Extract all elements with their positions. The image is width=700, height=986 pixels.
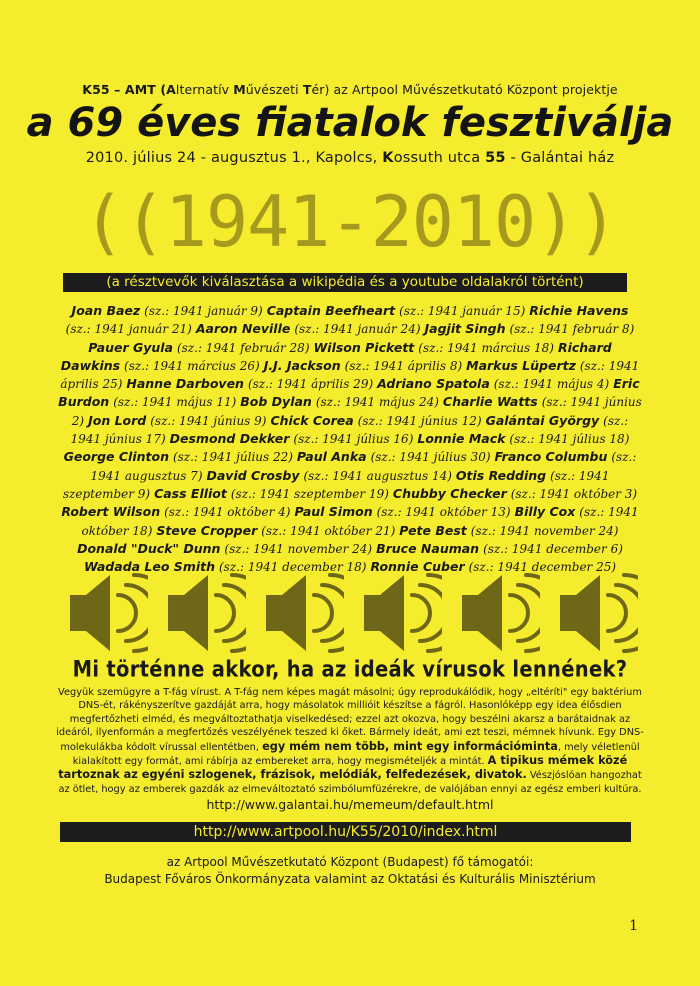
- participant-birthdate: (sz.: 1941 december 25): [468, 560, 617, 575]
- participant-name: Pauer Gyula: [88, 339, 173, 355]
- participant-birthdate: (sz.: 1941 január 24): [294, 322, 421, 337]
- participant-name: Bruce Nauman: [376, 540, 480, 556]
- participant-name: Robert Wilson: [61, 504, 161, 520]
- participant-birthdate: (sz.: 1941 február 28): [176, 340, 310, 355]
- participant-birthdate: (sz.: 1941 október 21): [261, 523, 396, 538]
- participant-birthdate: (sz.: 1941 január 15): [399, 304, 526, 318]
- participant-name: Hanne Darboven: [126, 376, 244, 392]
- participant-entry: [84, 559, 367, 574]
- participant-name: Richard Dawkins: [60, 339, 612, 373]
- participant-name: Wadada Leo Smith: [83, 559, 215, 575]
- participant-entry: [88, 413, 266, 428]
- project-header: K55 – AMT (Alternatív Művészeti Tér) az Artpool Művészetkutató Központ projektje: [82, 82, 618, 97]
- participant-entry: [170, 431, 414, 446]
- participant-birthdate: (sz.: 1941 március 18): [418, 340, 554, 355]
- participant-name: Chubby Checker: [392, 485, 507, 501]
- participant-entry: [77, 541, 372, 556]
- participant-birthdate: (sz.: 1941 május 4): [493, 377, 610, 392]
- participant-name: Steve Cropper: [156, 522, 258, 538]
- participant-birthdate: (sz.: 1941 június 2): [71, 395, 642, 428]
- selection-note-bar: (a résztvevők kiválasztása a wikipédia és a youtube oldalakról történt): [63, 273, 627, 292]
- participant-entry: [64, 449, 293, 464]
- participant-name: Otis Redding: [455, 467, 547, 483]
- participant-birthdate: (sz.: 1941 augusztus 14): [303, 468, 452, 483]
- participant-entry: [72, 303, 263, 318]
- participant-entry: [370, 559, 616, 574]
- participant-entry: [393, 486, 637, 501]
- participant-entry: [264, 358, 462, 373]
- participant-name: Billy Cox: [514, 504, 576, 520]
- date-location-line: 2010. július 24 - augusztus 1., Kapolcs, Kossuth utca 55 - Galántai ház: [85, 150, 615, 166]
- speaker-icon: [166, 573, 246, 653]
- participant-entry: [267, 303, 526, 318]
- years-banner: ((1941-2010)): [82, 181, 618, 263]
- festival-title: a 69 éves fiatalok fesztiválja: [26, 100, 674, 146]
- participant-birthdate: (sz.: 1941 június 9): [150, 413, 267, 428]
- participant-birthdate: (sz.: 1941 június 17): [70, 413, 629, 447]
- participant-name: Cass Elliot: [154, 485, 227, 501]
- participant-birthdate: (sz.: 1941 április 25): [60, 358, 640, 392]
- participant-birthdate: (sz.: 1941 december 6): [483, 541, 623, 556]
- participant-entry: [240, 394, 439, 409]
- participant-name: Joan Baez: [71, 303, 141, 318]
- participant-name: Markus Lüpertz: [466, 357, 576, 373]
- participant-birthdate: (sz.: 1941 szeptember 19): [230, 486, 389, 501]
- participant-birthdate: (sz.: 1941 június 12): [357, 413, 482, 428]
- participant-birthdate: (sz.: 1941 július 16): [293, 432, 414, 447]
- participant-entry: [206, 468, 451, 483]
- participant-name: J.J. Jackson: [263, 357, 341, 373]
- participant-name: Donald "Duck" Dunn: [77, 540, 221, 556]
- participant-birthdate: (sz.: 1941 október 13): [376, 505, 511, 520]
- participant-entry: [154, 486, 389, 501]
- participant-birthdate: (sz.: 1941 december 18): [218, 560, 367, 575]
- participant-birthdate: (sz.: 1941 november 24): [224, 541, 373, 556]
- speaker-icon: [362, 573, 442, 653]
- participant-entry: [425, 321, 635, 336]
- main-url-link[interactable]: http://www.artpool.hu/K55/2010/index.html: [60, 822, 631, 842]
- participant-birthdate: (sz.: 1941 január 21): [65, 322, 192, 337]
- participant-name: Chick Corea: [270, 412, 354, 428]
- speaker-icon: [558, 573, 638, 653]
- participant-entry: [314, 340, 554, 355]
- participant-name: Charlie Watts: [442, 394, 538, 410]
- participant-name: Eric Burdon: [58, 376, 640, 410]
- participant-entry: [156, 523, 395, 538]
- participant-birthdate: (sz.: 1941 szeptember 9): [62, 468, 610, 501]
- participant-name: Desmond Dekker: [169, 431, 290, 447]
- participant-birthdate: (sz.: 1941 október 18): [81, 505, 639, 538]
- participant-name: George Clinton: [63, 449, 169, 465]
- participant-birthdate: (sz.: 1941 február 8): [509, 322, 635, 337]
- participant-name: Franco Columbu: [494, 449, 608, 465]
- participant-entry: [376, 541, 623, 556]
- meme-description: Vegyük szemügyre a T-fág vírust. A T-fág nem képes magát másolni; úgy reprodukálódik, hogy „eltéríti" egy baktérium DNS-ét, rákényszerítve gazdáját arra, hogy másolatok millióit készítse a fágról. Hasonlóképp egy idea élősdien megfertőzheti elméd, és megváltoztathatja viselkedésed; ezzel azt okozva, hogy beszélni akarsz a barátaidnak az ideáról, ilyenformán a megfertőzés veszélyének teszed ki őket. Bármely ideát, ami ezt teszi, mémnek hívunk. Egy DNS-molekulákba kódolt vírussal ellentétben, egy mém nem több, mint egy információminta, mely véletlenül kialakított egy formát, ami rábírja az embereket arra, hogy megismételjék a mintát. A tipikus mémek közé tartoznak az egyéni szlogenek, frázisok, melódiák, felfedezések, divatok. Vészjóslóan hangozhat az ötlet, hogy az emberek gazdák az elmeváltoztató szimbólumfüzérekre, de valójában ennyi az egész emberi kultúra.: [56, 687, 644, 795]
- participant-birthdate: (sz.: 1941 április 8): [344, 358, 463, 373]
- participant-name: Pete Best: [399, 522, 467, 538]
- speaker-icon: [264, 573, 344, 653]
- sponsors-intro: az Artpool Művészetkutató Központ (Budapest) fő támogatói:: [166, 855, 534, 869]
- participant-entry: [297, 449, 491, 464]
- participant-birthdate: (sz.: 1941 október 4): [164, 505, 291, 520]
- participant-entry: [126, 376, 373, 391]
- sponsors-list: Budapest Főváros Önkormányzata valamint az Oktatási és Kulturális Minisztérium: [104, 872, 596, 886]
- participant-name: Captain Beefheart: [266, 303, 396, 318]
- speaker-icon: [68, 573, 148, 653]
- participant-name: David Crosby: [206, 467, 300, 483]
- participant-name: Jon Lord: [88, 412, 147, 428]
- participant-entry: [417, 431, 629, 446]
- participant-name: Galántai György: [485, 412, 600, 428]
- participant-name: Paul Simon: [294, 504, 373, 520]
- speaker-icon: [460, 573, 540, 653]
- participant-entry: [399, 523, 618, 538]
- participant-birthdate: (sz.: 1941 július 30): [370, 450, 491, 465]
- participant-name: Jagjit Singh: [424, 321, 506, 337]
- memeum-link[interactable]: http://www.galantai.hu/memeum/default.html: [206, 797, 494, 812]
- participant-birthdate: (sz.: 1941 április 29): [247, 377, 374, 392]
- participant-name: Aaron Neville: [195, 321, 291, 337]
- participant-birthdate: (sz.: 1941 november 24): [470, 523, 619, 538]
- participant-birthdate: (sz.: 1941 július 18): [509, 432, 630, 447]
- participant-entry: [377, 376, 609, 391]
- meme-question-heading: Mi történne akkor, ha az ideák vírusok lennének?: [72, 656, 628, 683]
- participant-entry: [88, 340, 309, 355]
- participant-birthdate: (sz.: 1941 augusztus 7): [90, 450, 637, 483]
- participant-name: Adriano Spatola: [377, 376, 490, 392]
- participant-name: Lonnie Mack: [417, 431, 506, 447]
- speaker-icons-row: [68, 573, 638, 653]
- participant-birthdate: (sz.: 1941 október 3): [510, 486, 638, 501]
- participant-entry: [196, 321, 421, 336]
- participant-name: Bob Dylan: [240, 394, 312, 410]
- participant-birthdate: (sz.: 1941 május 24): [315, 395, 439, 410]
- participant-name: Ronnie Cuber: [370, 559, 465, 575]
- page-number: 1: [629, 918, 638, 934]
- participant-birthdate: (sz.: 1941 július 22): [172, 450, 293, 465]
- participant-name: Richie Havens: [529, 303, 629, 318]
- participant-birthdate: (sz.: 1941 március 26): [124, 358, 260, 373]
- participant-entry: [61, 504, 290, 519]
- participant-name: Wilson Pickett: [313, 339, 415, 355]
- participant-entry: [294, 504, 510, 519]
- participant-birthdate: (sz.: 1941 január 9): [144, 304, 263, 318]
- participants-list: [58, 302, 642, 576]
- participant-entry: [270, 413, 481, 428]
- participant-name: Paul Anka: [296, 449, 367, 465]
- participant-birthdate: (sz.: 1941 május 11): [113, 395, 237, 410]
